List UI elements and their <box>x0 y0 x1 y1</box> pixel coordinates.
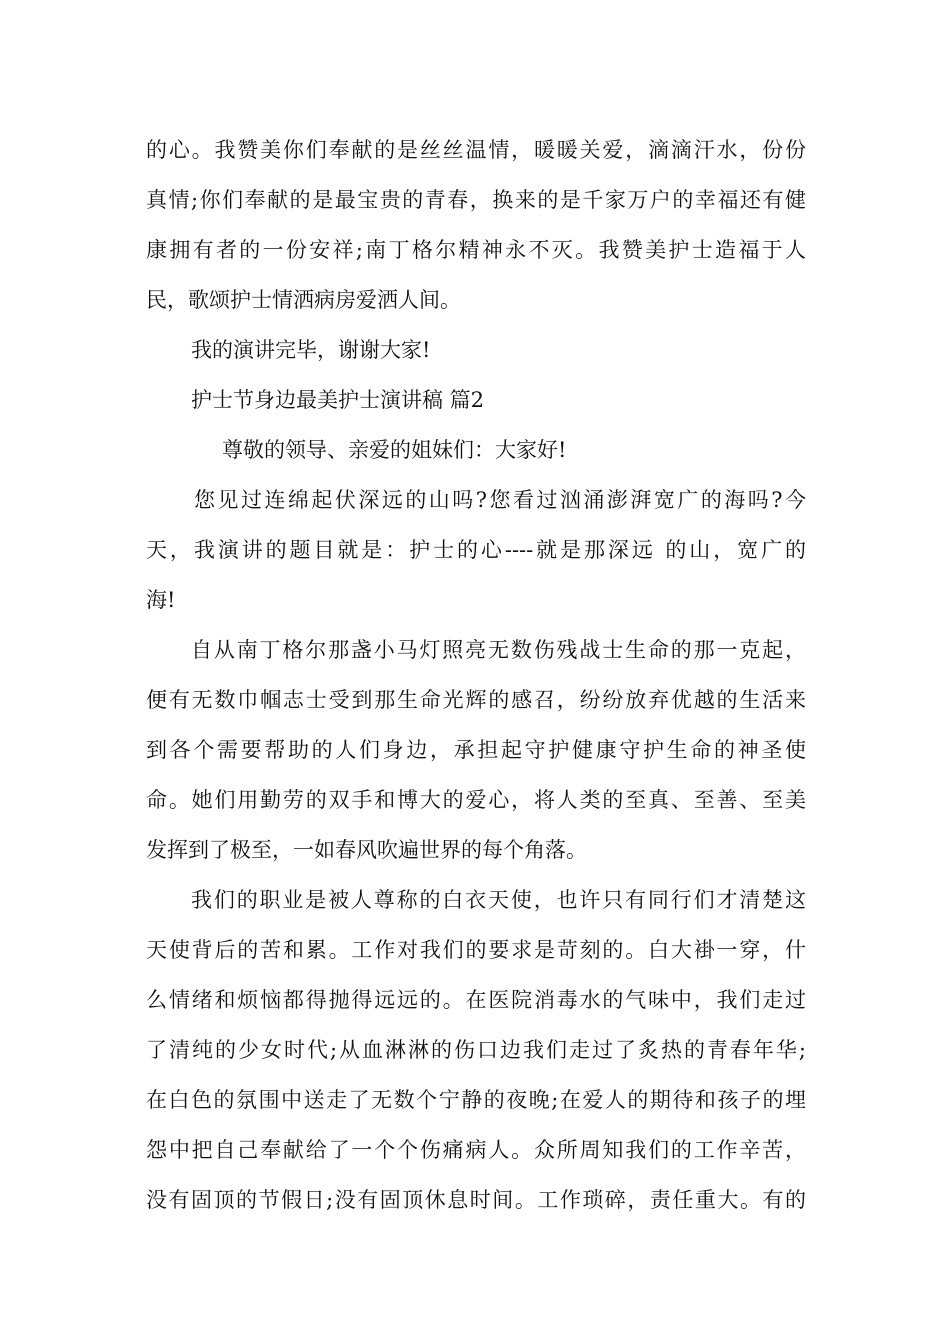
closing-line: 我的演讲完毕，谢谢大家! <box>191 338 431 362</box>
text-line: 自从南丁格尔那盏小马灯照亮无数伤残战士生命的那一克起， <box>191 638 806 662</box>
text-line: 便有无数巾帼志士受到那生命光辉的感召，纷纷放弃优越的生活来 <box>146 688 806 712</box>
text-line: 没有固顶的节假日;没有固顶休息时间。工作琐碎，责任重大。有的 <box>146 1188 806 1212</box>
text-line: 真情;你们奉献的是最宝贵的青春，换来的是千家万户的幸福还有健 <box>146 188 806 212</box>
text-line: 民，歌颂护士情洒病房爱洒人间。 <box>146 288 461 312</box>
text-line: 天使背后的苦和累。工作对我们的要求是苛刻的。白大褂一穿，什 <box>146 938 806 962</box>
text-line: 发挥到了极至，一如春风吹遍世界的每个角落。 <box>146 838 587 862</box>
text-line: 了清纯的少女时代;从血淋淋的伤口边我们走过了炙热的青春年华; <box>146 1038 806 1062</box>
text-line: 么情绪和烦恼都得抛得远远的。在医院消毒水的气味中，我们走过 <box>146 988 806 1012</box>
text-line: 海! <box>146 588 176 612</box>
section-heading: 护士节身边最美护士演讲稿 篇2 <box>191 388 485 412</box>
text-line: 在白色的氛围中送走了无数个宁静的夜晚;在爱人的期待和孩子的埋 <box>146 1088 806 1112</box>
text-line: 命。她们用勤劳的双手和博大的爱心，将人类的至真、至善、至美 <box>146 788 806 812</box>
text-line: 到各个需要帮助的人们身边，承担起守护健康守护生命的神圣使 <box>146 738 806 762</box>
text-line: 怨中把自己奉献给了一个个伤痛病人。众所周知我们的工作辛苦， <box>146 1138 806 1162</box>
text-line: 康拥有者的一份安祥;南丁格尔精神永不灭。我赞美护士造福于人 <box>146 238 806 262</box>
text-line: 的心。我赞美你们奉献的是丝丝温情，暖暖关爱，滴滴汗水，份份 <box>146 138 806 162</box>
text-line: 我们的职业是被人尊称的白衣天使，也许只有同行们才清楚这 <box>191 888 806 912</box>
salutation: 尊敬的领导、亲爱的姐妹们：大家好! <box>222 438 567 462</box>
text-line: 您见过连绵起伏深远的山吗?您看过汹涌澎湃宽广的海吗?今 <box>194 488 806 512</box>
text-line: 天，我演讲的题目就是：护士的心----就是那深远 的山，宽广的 <box>146 538 806 562</box>
